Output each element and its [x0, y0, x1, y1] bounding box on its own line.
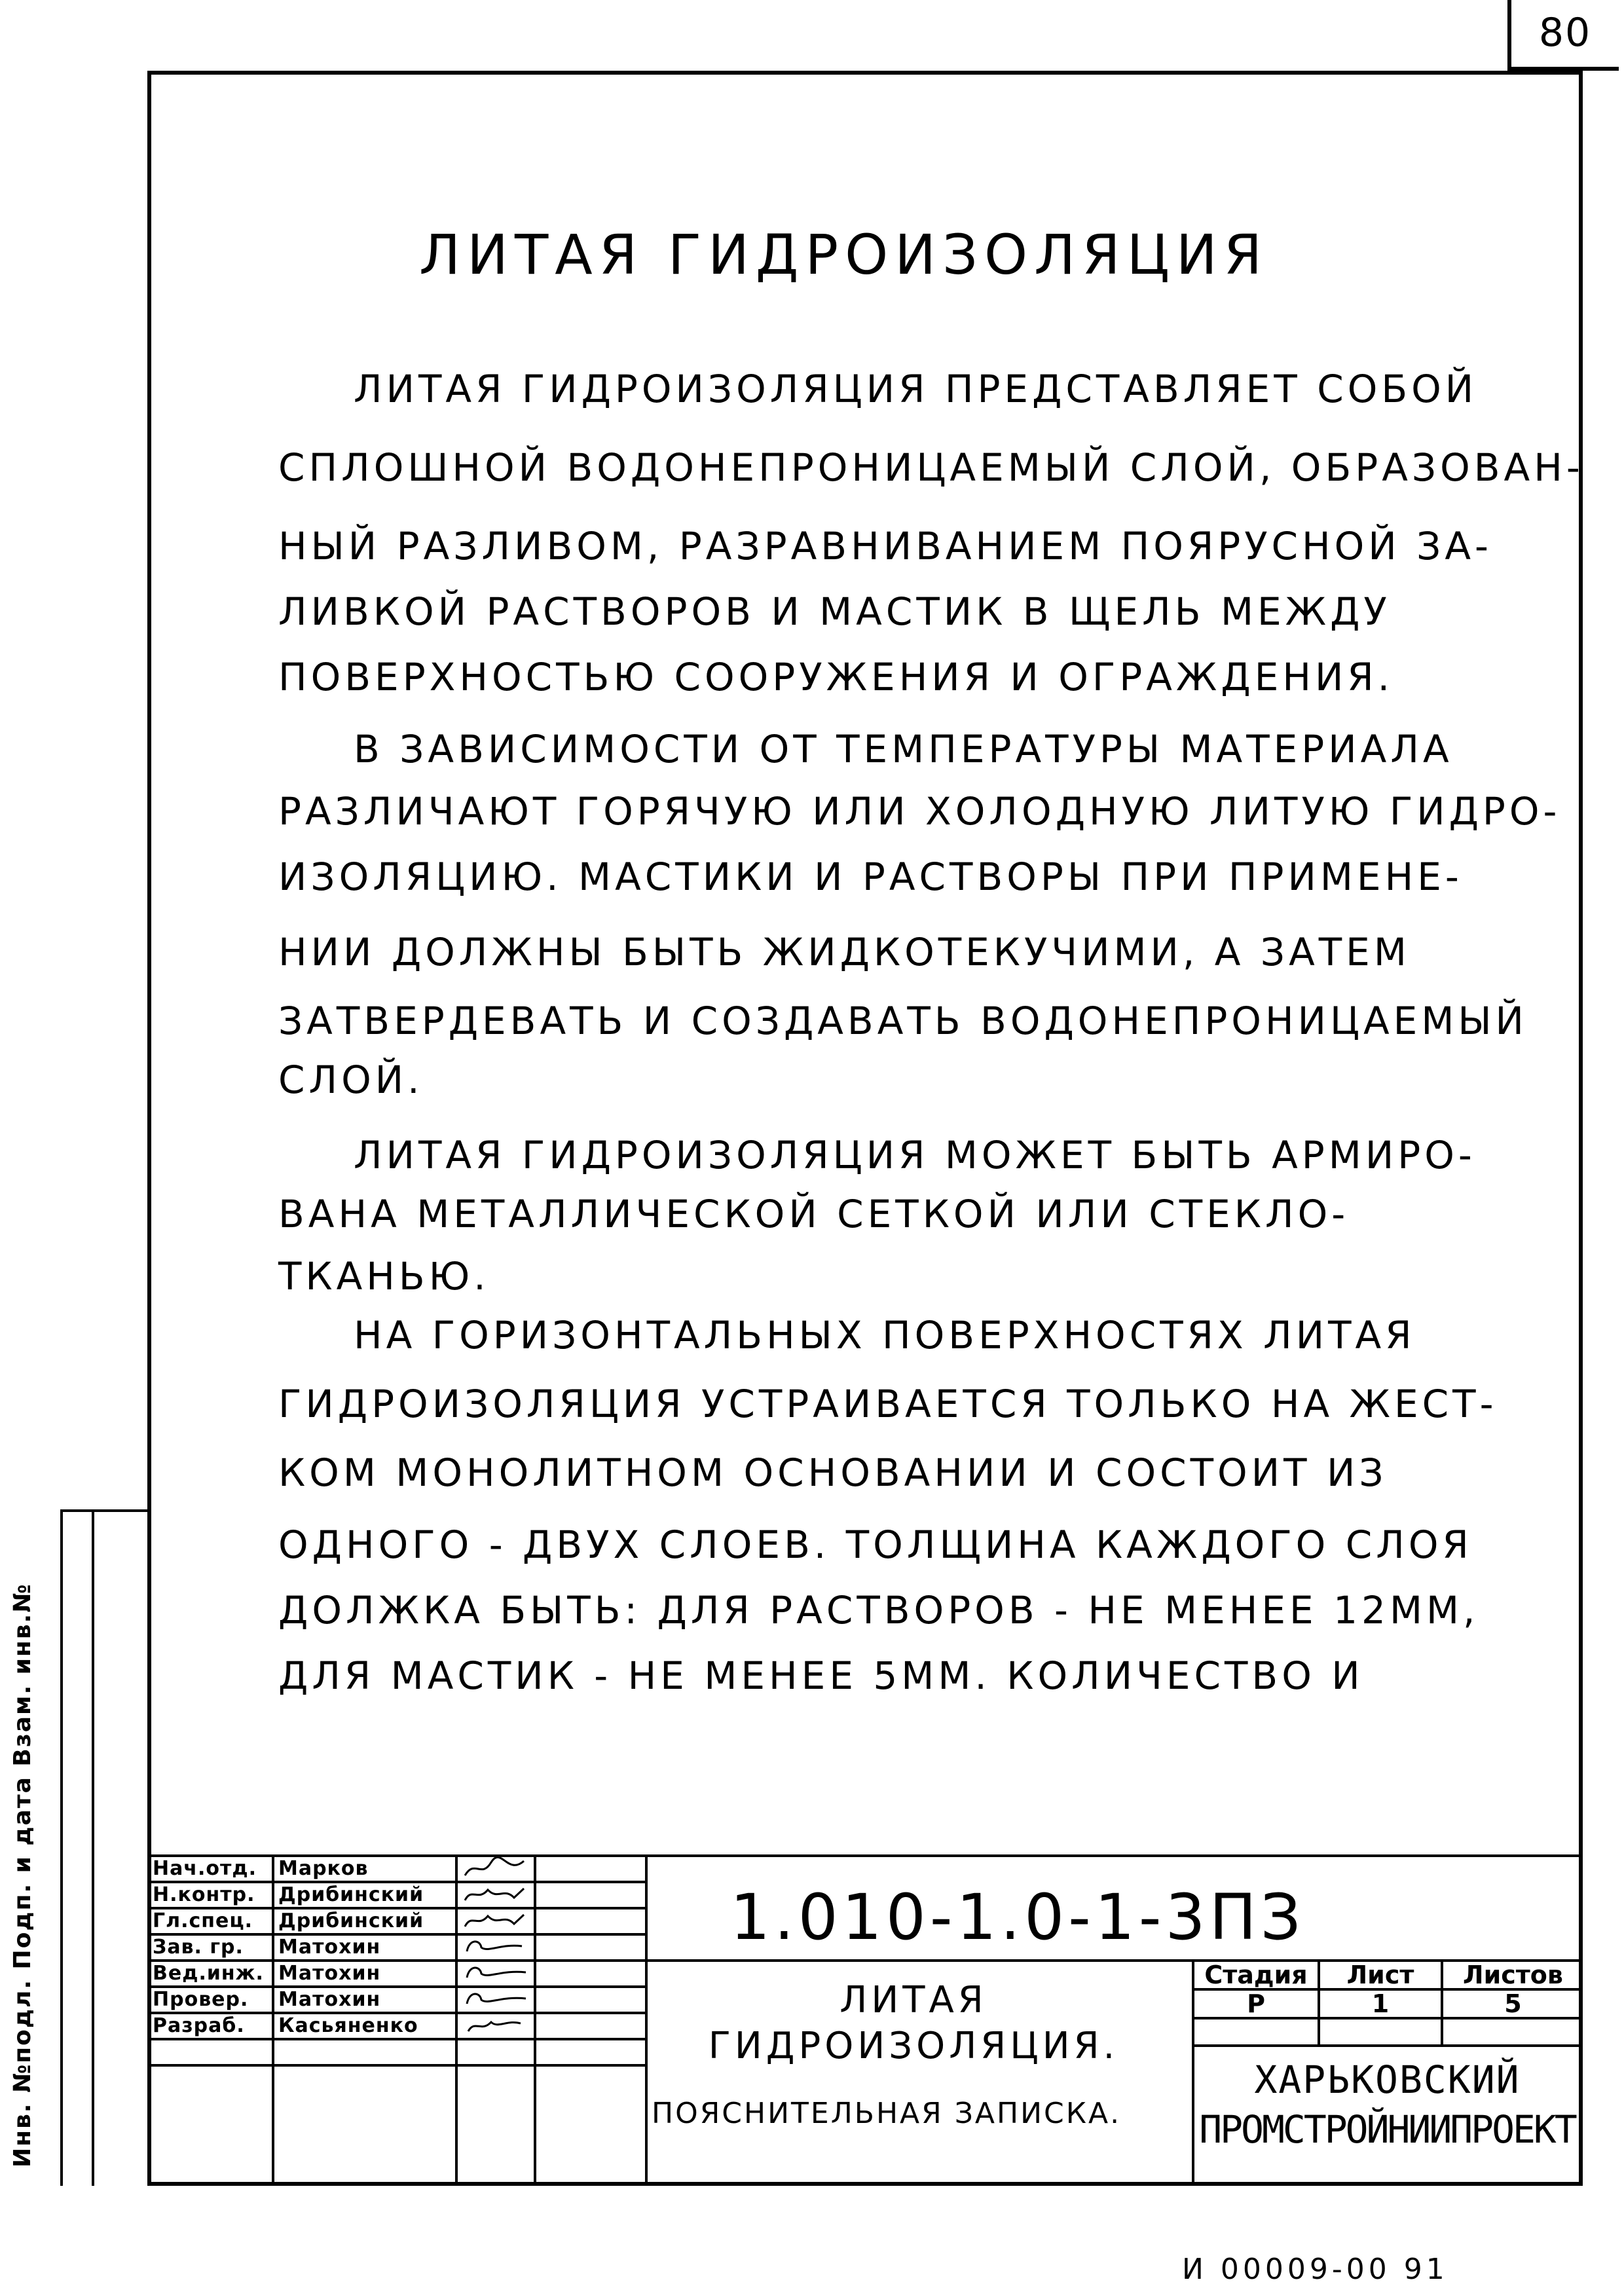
text-line: НИИ ДОЛЖНЫ БЫТЬ ЖИДКОТЕКУЧИМИ, А ЗАТЕМ [278, 930, 1411, 974]
text-line: НЫЙ РАЗЛИВОМ, РАЗРАВНИВАНИЕМ ПОЯРУСНОЙ ЗА- [278, 524, 1492, 568]
sheet-value: 1 [1371, 1989, 1390, 2018]
person-name: Матохин [278, 1962, 381, 1985]
organization-name: ПРОМСТРОЙНИИПРОЕКТ [1199, 2107, 1576, 2152]
role-label: Нач.отд. [153, 1857, 257, 1880]
person-name: Матохин [278, 1988, 381, 2011]
text-line: ДОЛЖКА БЫТЬ: ДЛЯ РАСТВОРОВ - НЕ МЕНЕЕ 12ММ, [278, 1588, 1479, 1632]
archive-code: И 00009-00 91 [1182, 2253, 1449, 2286]
text-line: ГИДРОИЗОЛЯЦИЯ УСТРАИВАЕТСЯ ТОЛЬКО НА ЖЕСТ- [278, 1382, 1498, 1426]
signature [462, 1908, 527, 1932]
person-name: Дрибинский [278, 1909, 424, 1932]
text-line: СПЛОШНОЙ ВОДОНЕПРОНИЦАЕМЫЙ СЛОЙ, ОБРАЗОВАН- [278, 445, 1584, 490]
text-line: КОМ МОНОЛИТНОМ ОСНОВАНИИ И СОСТОИТ ИЗ [278, 1450, 1388, 1495]
document-name [658, 1978, 1169, 2069]
role-label: Вед.инж. [153, 1962, 264, 1985]
person-name: Дрибинский [278, 1883, 424, 1906]
person-name: Матохин [278, 1936, 381, 1959]
text-line: В ЗАВИСИМОСТИ ОТ ТЕМПЕРАТУРЫ МАТЕРИАЛА [354, 727, 1453, 771]
text-line: ПОВЕРХНОСТЬЮ СООРУЖЕНИЯ И ОГРАЖДЕНИЯ. [278, 655, 1394, 699]
title-block [147, 1854, 1583, 2186]
document-title: ЛИТАЯ ГИДРОИЗОЛЯЦИЯ [419, 223, 1269, 287]
text-line: ЗАТВЕРДЕВАТЬ И СОЗДАВАТЬ ВОДОНЕПРОНИЦАЕМЫЙ [278, 999, 1528, 1043]
text-line: РАЗЛИЧАЮТ ГОРЯЧУЮ ИЛИ ХОЛОДНУЮ ЛИТУЮ ГИДРО- [278, 789, 1561, 834]
text-line: ИЗОЛЯЦИЮ. МАСТИКИ И РАСТВОРЫ ПРИ ПРИМЕНЕ- [278, 855, 1463, 899]
role-label: Гл.спец. [153, 1909, 253, 1932]
text-line: ДЛЯ МАСТИК - НЕ МЕНЕЕ 5ММ. КОЛИЧЕСТВО И [278, 1653, 1364, 1698]
text-line: ЛИТАЯ ГИДРОИЗОЛЯЦИЯ ПРЕДСТАВЛЯЕТ СОБОЙ [354, 367, 1478, 411]
signature [462, 1961, 527, 1984]
signature [462, 2013, 527, 2037]
organization-name: ХАРЬКОВСКИЙ [1254, 2057, 1521, 2102]
text-line: ЛИТАЯ ГИДРОИЗОЛЯЦИЯ МОЖЕТ БЫТЬ АРМИРО- [354, 1133, 1476, 1177]
person-name: Касьяненко [278, 2014, 418, 2037]
signature [462, 1856, 527, 1879]
page-number: 80 [1538, 10, 1592, 56]
role-label: Н.контр. [153, 1883, 255, 1906]
stage-value: Р [1247, 1989, 1265, 2018]
page-number-box [1507, 0, 1619, 71]
sheets-header: Листов [1463, 1961, 1563, 1989]
side-stamp-label: Инв. №подл. Подп. и дата Взам. инв.№ [9, 1583, 36, 2167]
signature [462, 1934, 527, 1958]
signature [462, 1987, 527, 2010]
text-line: СЛОЙ. [278, 1058, 424, 1102]
stage-header: Стадия [1204, 1961, 1308, 1989]
side-stamp [60, 1509, 149, 2186]
sheet-header: Лист [1346, 1961, 1414, 1989]
role-label: Провер. [153, 1988, 249, 2011]
document-code: 1.010-1.0-1-3ПЗ [730, 1881, 1305, 1954]
text-line: ВАНА МЕТАЛЛИЧЕСКОЙ СЕТКОЙ ИЛИ СТЕКЛО- [278, 1192, 1350, 1236]
document-name-line: ГИДРОИЗОЛЯЦИЯ. [708, 2025, 1119, 2067]
document-type: ПОЯСНИТЕЛЬНАЯ ЗАПИСКА. [652, 2097, 1122, 2130]
text-line: НА ГОРИЗОНТАЛЬНЫХ ПОВЕРХНОСТЯХ ЛИТАЯ [354, 1313, 1416, 1357]
signature [462, 1882, 527, 1906]
person-name: Марков [278, 1857, 369, 1880]
document-name-line: ЛИТАЯ [840, 1979, 987, 2021]
role-label: Зав. гр. [153, 1936, 244, 1959]
text-line: ТКАНЬЮ. [278, 1254, 490, 1299]
text-line: ОДНОГО - ДВУХ СЛОЕВ. ТОЛЩИНА КАЖДОГО СЛОЯ [278, 1522, 1473, 1567]
text-line: ЛИВКОЙ РАСТВОРОВ И МАСТИК В ЩЕЛЬ МЕЖДУ [278, 589, 1391, 634]
sheets-value: 5 [1504, 1989, 1522, 2018]
role-label: Разраб. [153, 2014, 245, 2037]
